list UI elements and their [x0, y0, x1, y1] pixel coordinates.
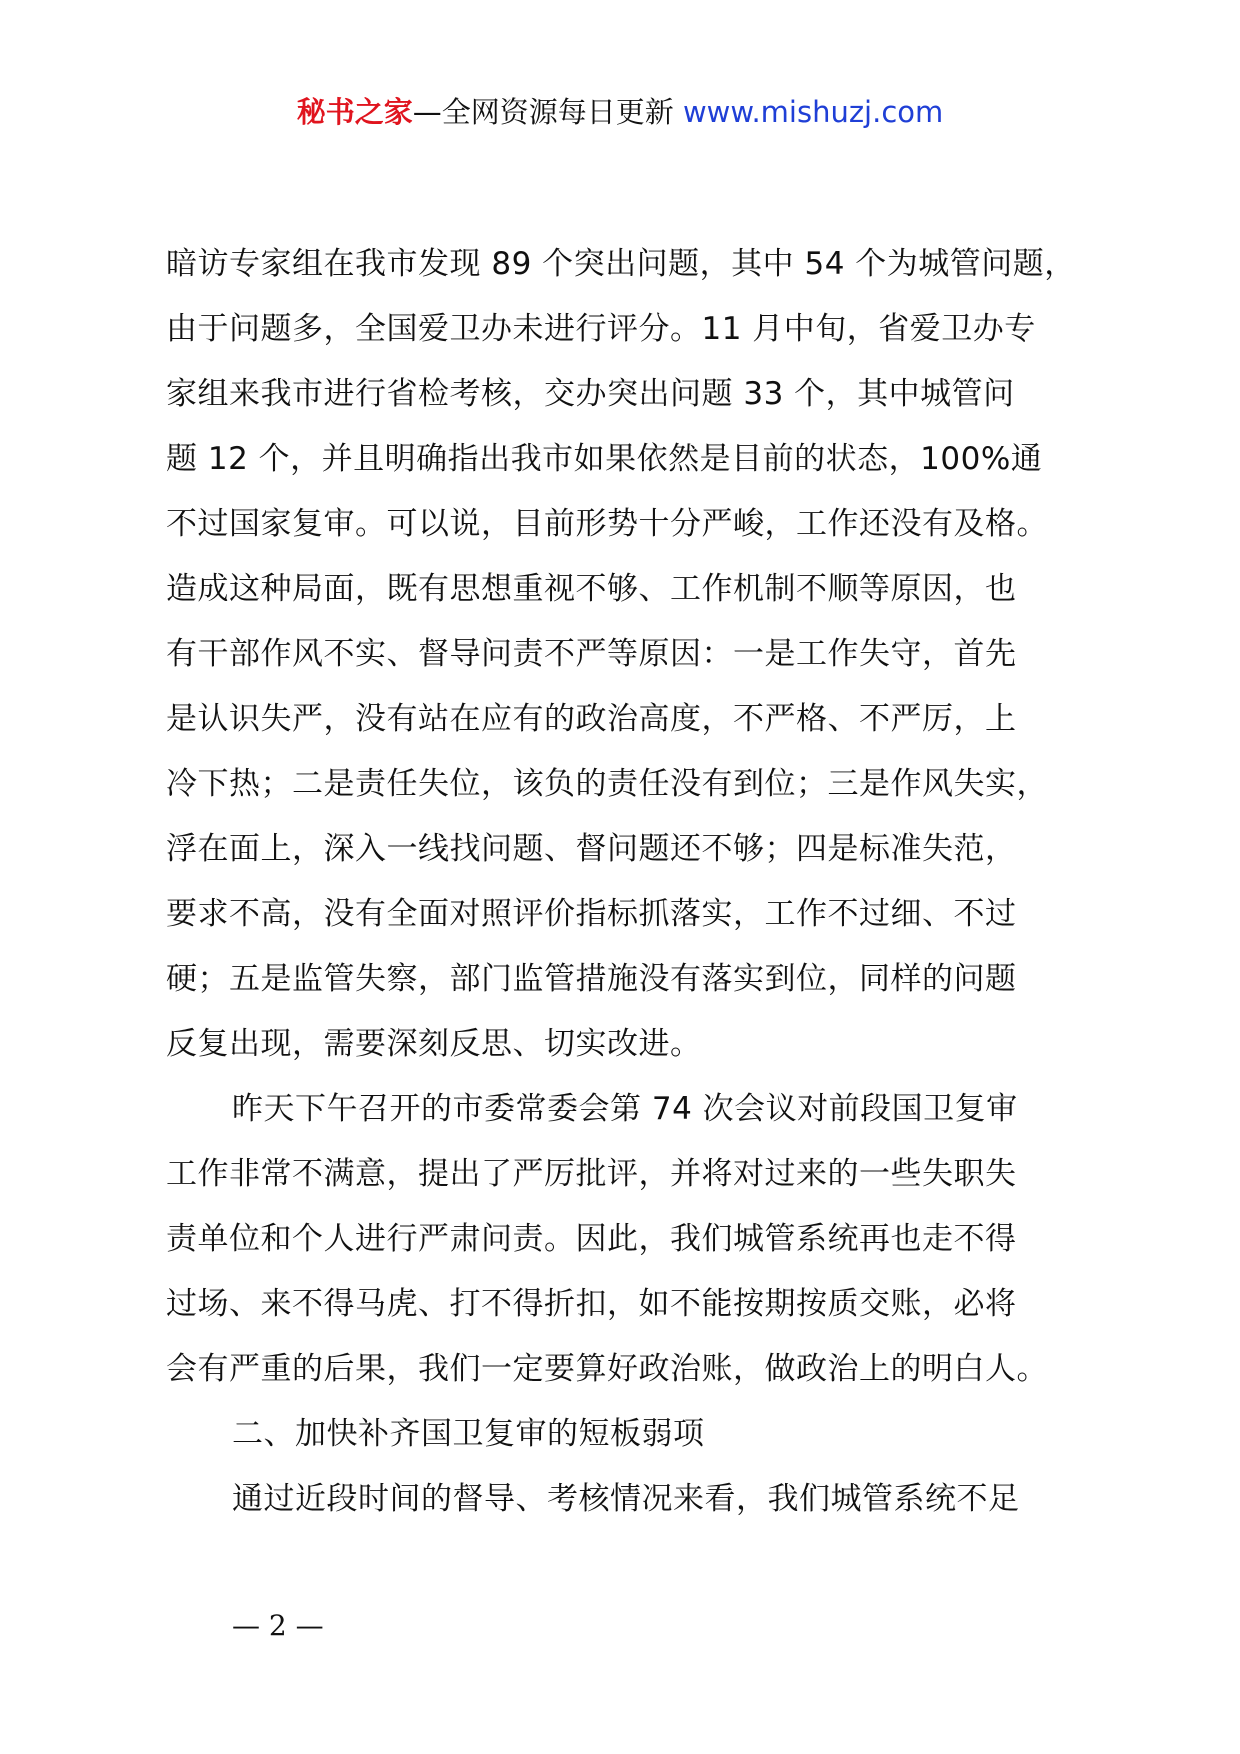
site-url-link[interactable]: www.mishuzj.com	[682, 95, 944, 129]
body-line-7: 有干部作风不实、督导问责不严等原因：一是工作失守，首先	[166, 636, 1017, 672]
body-line-12: 硬；五是监管失察，部门监管措施没有落实到位，同样的问题	[166, 961, 1017, 997]
body-line-3: 家组来我市进行省检考核，交办突出问题 33 个，其中城管问	[166, 376, 1015, 412]
body-line-8: 是认识失严，没有站在应有的政治高度，不严格、不严厉，上	[166, 701, 1017, 737]
body-line-9: 冷下热；二是责任失位，该负的责任没有到位；三是作风失实，	[166, 766, 1048, 802]
body-line-2: 由于问题多，全国爱卫办未进行评分。11 月中旬，省爱卫办专	[166, 311, 1036, 347]
body-line-1: 暗访专家组在我市发现 89 个突出问题，其中 54 个为城管问题，	[166, 246, 1076, 282]
body-line-10: 浮在面上，深入一线找问题、督问题还不够；四是标准失范，	[166, 831, 1017, 867]
body-line-5: 不过国家复审。可以说，目前形势十分严峻，工作还没有及格。	[166, 506, 1048, 542]
document-body	[166, 232, 1116, 1532]
site-brand: 秘书之家	[296, 95, 413, 129]
body-line-13: 反复出现，需要深刻反思、切实改进。	[166, 1026, 702, 1062]
body-line-18: 会有严重的后果，我们一定要算好政治账，做政治上的明白人。	[166, 1351, 1048, 1387]
site-header	[0, 92, 1240, 132]
body-line-15: 工作非常不满意，提出了严厉批评，并将对过来的一些失职失	[166, 1156, 1017, 1192]
body-line-14: 昨天下午召开的市委常委会第 74 次会议对前段国卫复审	[232, 1091, 1018, 1127]
body-line-6: 造成这种局面，既有思想重视不够、工作机制不顺等原因，也	[166, 571, 1017, 607]
page-number: — 2 —	[232, 1609, 324, 1642]
body-line-16: 责单位和个人进行严肃问责。因此，我们城管系统再也走不得	[166, 1221, 1017, 1257]
body-line-20: 通过近段时间的督导、考核情况来看，我们城管系统不足	[232, 1481, 1020, 1517]
body-line-4: 题 12 个，并且明确指出我市如果依然是目前的状态，100%通	[166, 441, 1043, 477]
section-heading: 二、加快补齐国卫复审的短板弱项	[232, 1416, 705, 1452]
body-line-17: 过场、来不得马虎、打不得折扣，如不能按期按质交账，必将	[166, 1286, 1017, 1322]
site-tagline: —全网资源每日更新	[412, 95, 674, 129]
body-line-11: 要求不高，没有全面对照评价指标抓落实，工作不过细、不过	[166, 896, 1017, 932]
